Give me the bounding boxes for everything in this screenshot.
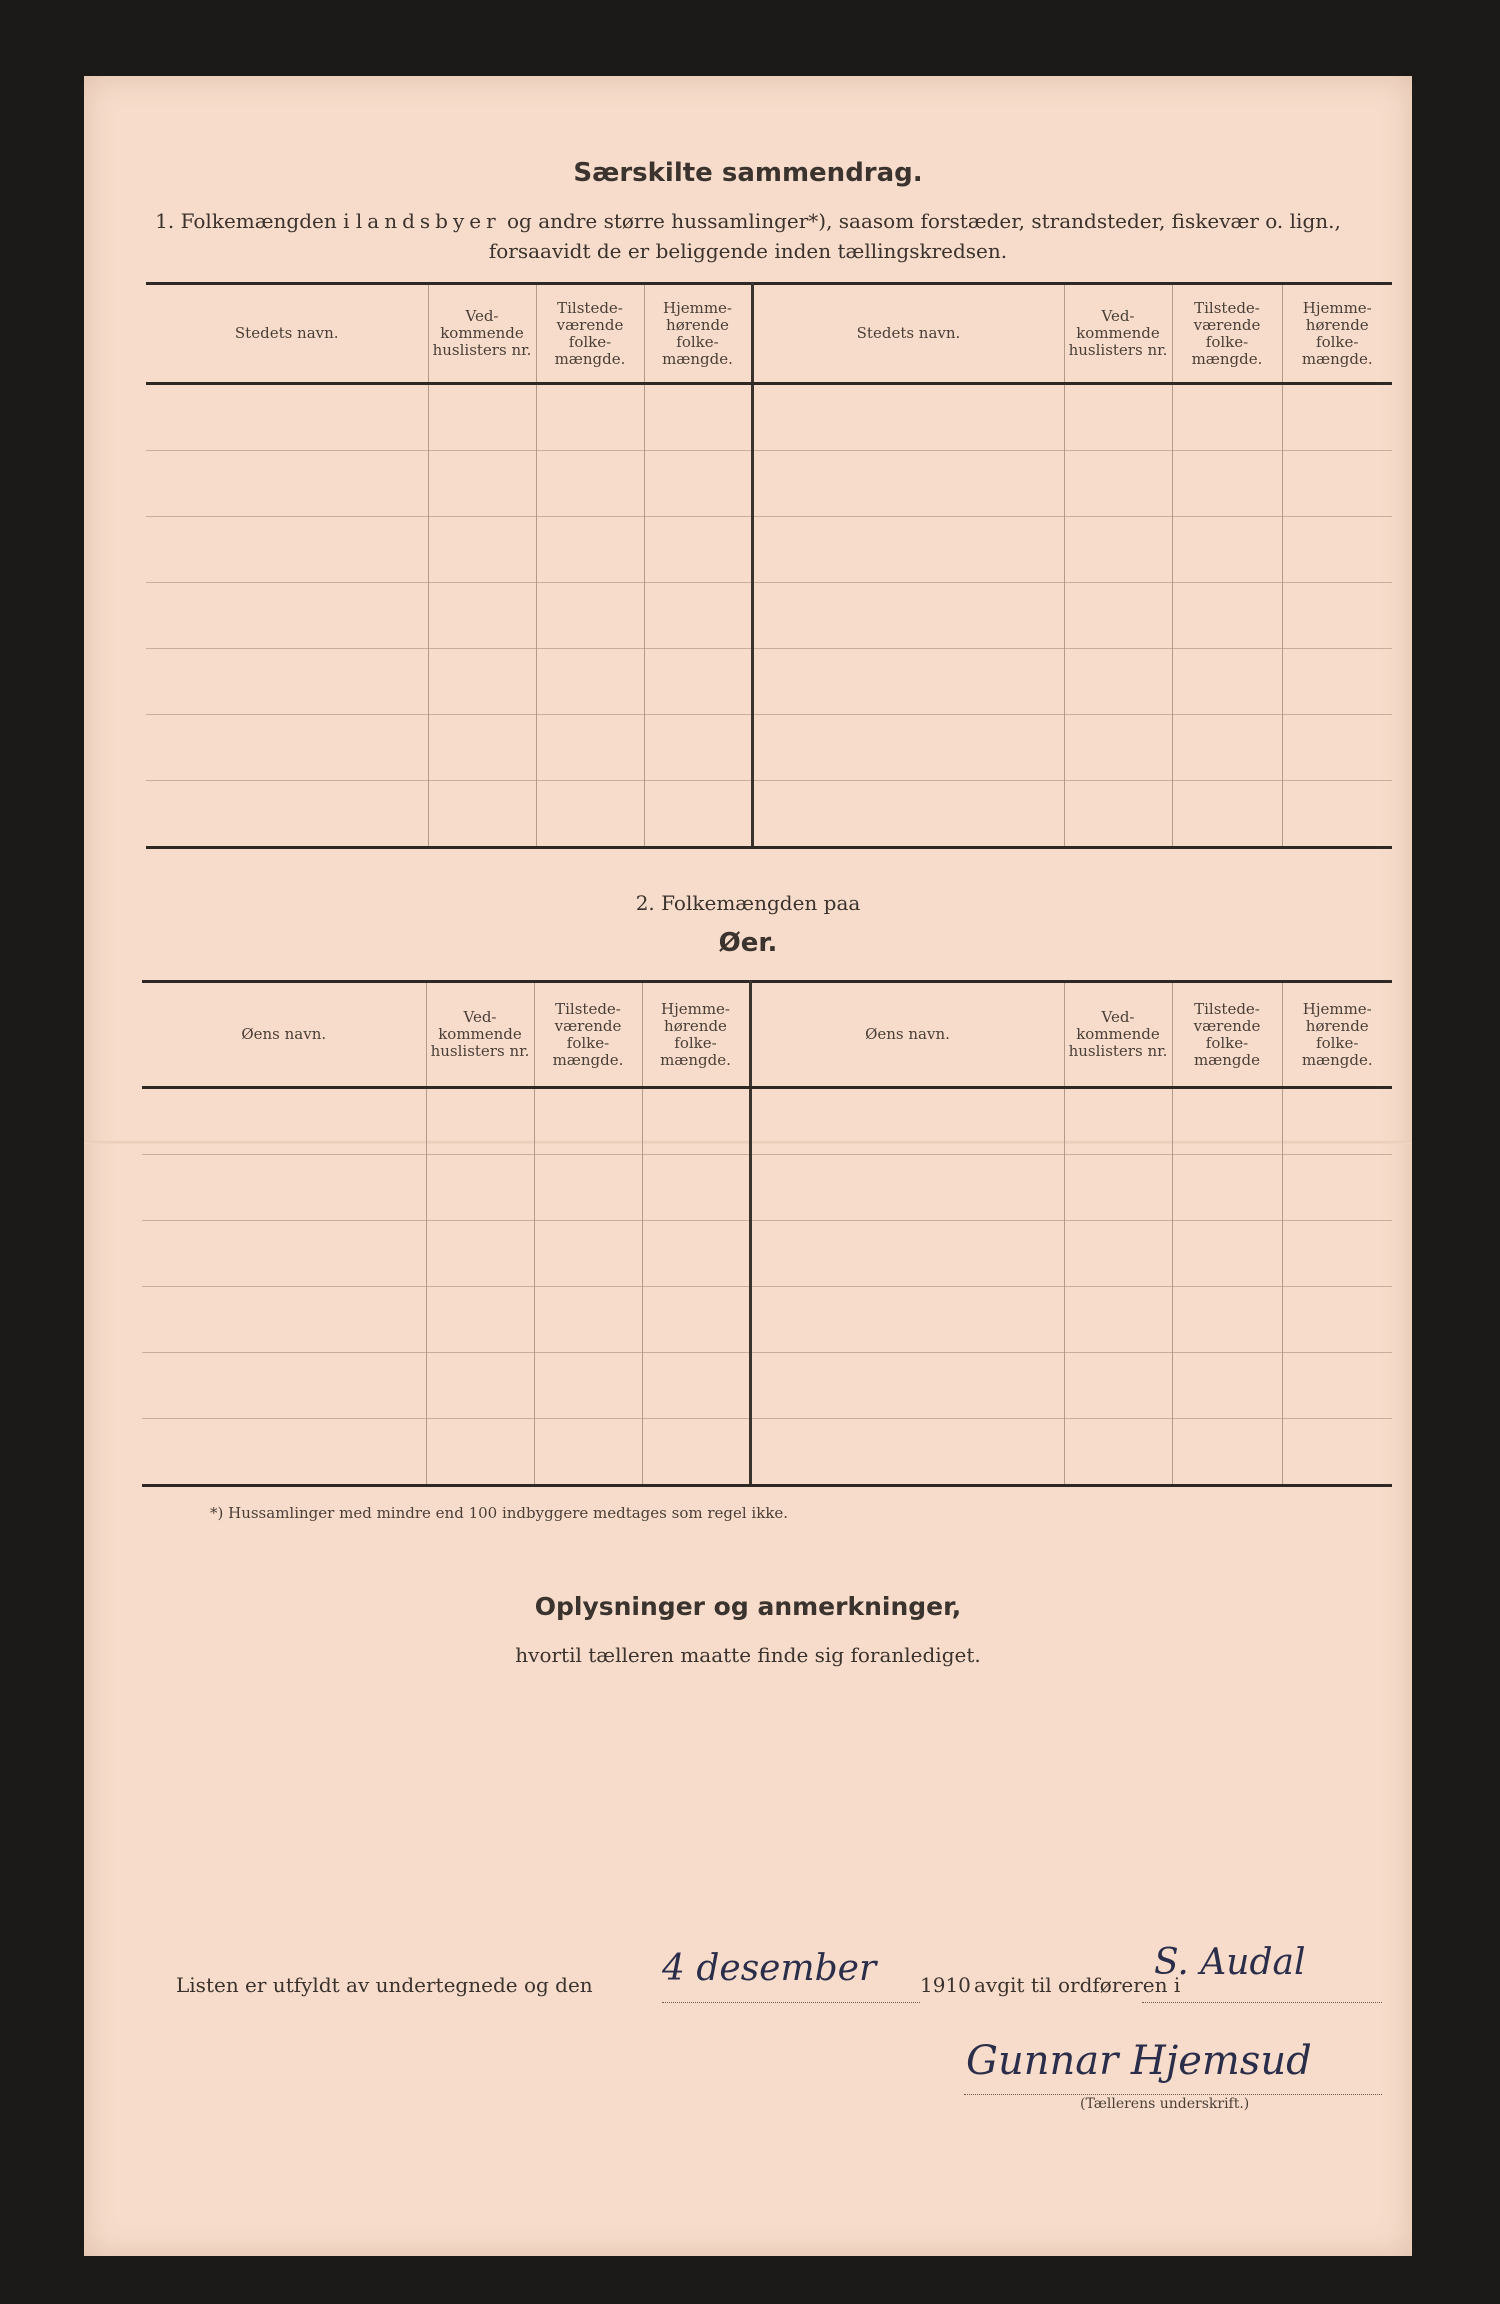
date-handwritten: 4 desember [662, 1948, 877, 1989]
table-row [146, 583, 1392, 649]
table-row [146, 715, 1392, 781]
year-printed: 1910 [920, 1973, 971, 1997]
footnote: *) Hussamlinger med mindre end 100 indbyggere medtages som regel ikke. [210, 1504, 789, 1522]
section1-text-c: forsaavidt de er beliggende inden tællingskredsen. [488, 239, 1008, 263]
section1-text-spaced: landsbyer [355, 209, 501, 233]
notes-heading: Oplysninger og anmerkninger, [534, 1592, 962, 1621]
table-row [142, 1287, 1392, 1353]
col-header: Stedets navn. [752, 284, 1064, 384]
col-header: Ved-kommende huslisters nr. [1064, 982, 1172, 1088]
section1-text-b: og andre større hussamlinger*), saasom forstæder, strandsteder, fiskevær o. lign., [507, 209, 1341, 233]
col-header: Tilstede-værende folke-mængde. [534, 982, 642, 1088]
col-header: Tilstede-værende folke-mængde. [1172, 284, 1282, 384]
table-row [142, 1221, 1392, 1287]
table-row [146, 649, 1392, 715]
table-row [142, 1088, 1392, 1155]
col-header: Øens navn. [142, 982, 426, 1088]
col-header: Ved-kommende huslisters nr. [428, 284, 536, 384]
table-row [146, 451, 1392, 517]
signature-underline [964, 2092, 1382, 2095]
table-row [146, 384, 1392, 451]
section2-table [142, 980, 1392, 1487]
col-header: Hjemme-hørende folke-mængde. [642, 982, 750, 1088]
col-header: Hjemme-hørende folke-mængde. [1282, 284, 1392, 384]
table-row [146, 781, 1392, 848]
col-header: Ved-kommende huslisters nr. [426, 982, 534, 1088]
col-header: Hjemme-hørende folke-mængde. [1282, 982, 1392, 1088]
completion-text-b: avgit til ordføreren i [974, 1973, 1181, 1997]
col-header: Tilstede-værende folke-mængde. [536, 284, 644, 384]
section2-heading: Øer. [718, 928, 778, 958]
section1-intro [84, 208, 1412, 234]
col-header: Hjemme-hørende folke-mængde. [644, 284, 752, 384]
signature-handwritten: Gunnar Hjemsud [966, 2038, 1312, 2084]
table-row [142, 1419, 1392, 1486]
table-row [142, 1155, 1392, 1221]
col-header: Ved-kommende huslisters nr. [1064, 284, 1172, 384]
col-header: Øens navn. [750, 982, 1064, 1088]
notes-subheading: hvortil tælleren maatte finde sig foranlediget. [515, 1643, 981, 1667]
section1-table [146, 282, 1392, 849]
col-header: Tilstede-værende folke-mængde [1172, 982, 1282, 1088]
census-page [84, 76, 1412, 2256]
section1-text-a: Folkemængden i [180, 209, 350, 233]
section1-number: 1. [155, 209, 175, 233]
table-row [142, 1353, 1392, 1419]
completion-text-a: Listen er utfyldt av undertegnede og den [176, 1973, 593, 1997]
place-handwritten: S. Audal [1154, 1942, 1306, 1983]
place-underline [1142, 1982, 1382, 2003]
page-title: Særskilte sammendrag. [573, 158, 923, 188]
table-row [146, 517, 1392, 583]
section2-heading-line: 2. Folkemængden paa [635, 891, 861, 915]
signature-label: (Tællerens underskrift.) [1080, 2096, 1250, 2112]
col-header: Stedets navn. [146, 284, 428, 384]
completion-statement [176, 1973, 593, 1997]
